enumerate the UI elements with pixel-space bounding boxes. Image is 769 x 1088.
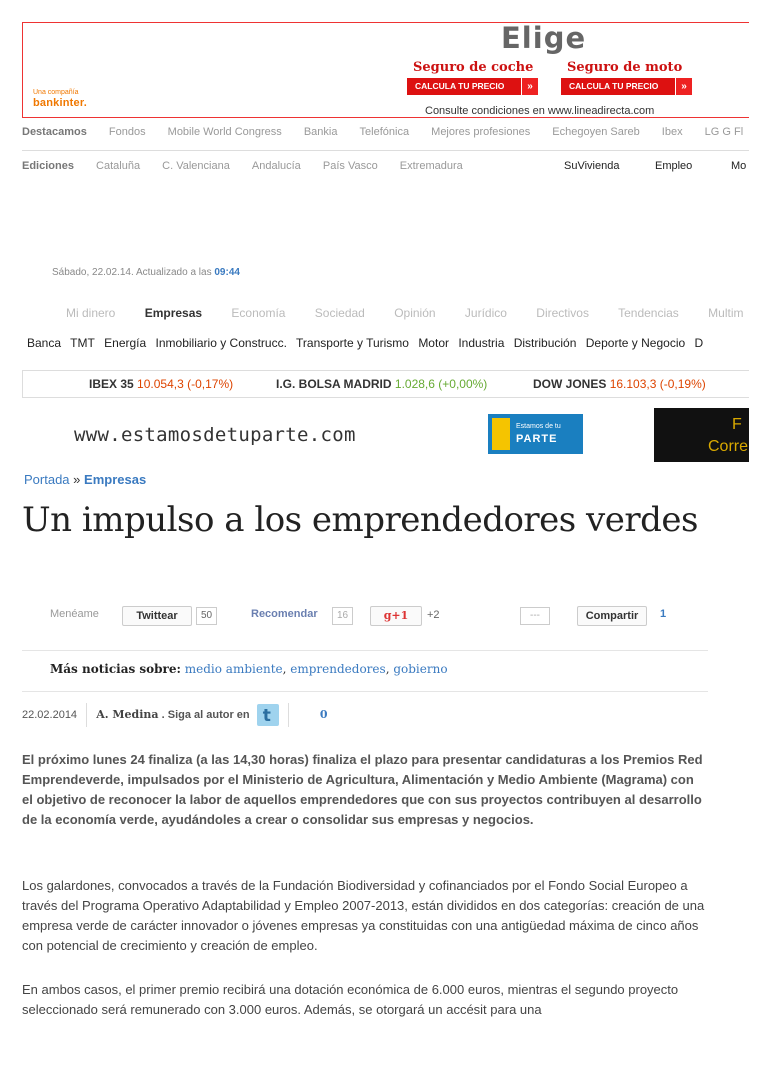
article-paragraph: Los galardones, convocados a través de la Fundación Biodiversidad y cofinanciados por el Fondo Social Europeo a través del Programa Operativo Adaptabilidad y Empleo 2007-2013, están divididos en dos categorías: creación de una empresa verde de carácter innovador o jóvenes empresas ya constituidas con una antigüedad máxima de cinco años con potencial de crecimiento y creación de empleo.	[22, 878, 705, 953]
car-insurance-cta[interactable]	[407, 78, 538, 95]
market-value: 10.054,3 (-0,17%)	[137, 377, 234, 391]
twitter-label: Twittear	[136, 610, 178, 622]
ad-url-text: www.estamosdetuparte.com	[74, 424, 356, 446]
market-name: DOW JONES	[533, 377, 607, 391]
share-button[interactable]	[577, 606, 647, 626]
breadcrumb-home[interactable]: Portada	[24, 472, 70, 487]
tag-link[interactable]: medio ambiente	[184, 662, 283, 676]
tab-multimedia[interactable]: Multim	[708, 306, 744, 320]
author-link[interactable]: A. Medina	[96, 708, 159, 721]
more-link[interactable]: Mo	[731, 160, 747, 172]
suvivienda-link[interactable]: SuVivienda	[564, 160, 620, 172]
car-insurance-title: Seguro de coche	[413, 60, 534, 75]
market-value: 1.028,6 (+0,00%)	[394, 377, 488, 391]
bankinter-logo: bankinter.	[33, 97, 87, 109]
ad-logo-line2: PARTE	[516, 433, 558, 445]
featured-item[interactable]: Bankia	[303, 126, 338, 138]
gplus-label: g+1	[383, 609, 409, 622]
chevron-right-icon: »	[521, 78, 538, 95]
ad-logo	[488, 414, 583, 454]
section-tabs	[66, 306, 749, 320]
ad-right-panel	[654, 408, 749, 462]
subnav-item[interactable]: Energía	[104, 336, 147, 350]
ad-right-text-b: Corre	[708, 438, 749, 455]
featured-item[interactable]: Fondos	[108, 126, 146, 138]
divider	[86, 703, 87, 727]
facebook-count: 16	[332, 607, 353, 625]
twitter-button[interactable]	[122, 606, 192, 626]
ad-logo-line1: Estamos de tu	[516, 423, 561, 430]
follow-label: . Siga al autor en	[161, 709, 250, 721]
article-date: 22.02.2014	[22, 709, 78, 721]
tab-directivos[interactable]: Directivos	[536, 306, 589, 320]
ad-headline: Elige	[501, 22, 587, 55]
dateline	[52, 267, 240, 278]
market-ibex[interactable]	[89, 371, 233, 397]
edition-item[interactable]: Cataluña	[96, 160, 141, 172]
gplus-button[interactable]	[370, 606, 422, 626]
market-name: I.G. BOLSA MADRID	[276, 377, 392, 391]
featured-item[interactable]: LG G Fl	[704, 126, 744, 138]
subnav-item[interactable]: Transporte y Turismo	[296, 336, 409, 350]
tab-opinion[interactable]: Opinión	[394, 306, 436, 320]
subnav-item[interactable]: Motor	[418, 336, 449, 350]
moto-insurance-title: Seguro de moto	[567, 60, 683, 75]
breadcrumb-section[interactable]: Empresas	[84, 472, 147, 487]
update-time: 09:44	[214, 267, 240, 278]
market-value: 16.103,3 (-0,19%)	[609, 377, 706, 391]
tab-tendencias[interactable]: Tendencias	[618, 306, 679, 320]
chevron-right-icon: »	[675, 78, 692, 95]
linkedin-count: ---	[520, 607, 550, 625]
breadcrumb-separator: »	[73, 472, 81, 487]
featured-item[interactable]: Echegoyen Sareb	[552, 126, 640, 138]
subnav-item[interactable]: TMT	[70, 336, 95, 350]
subnav-item[interactable]: D	[694, 336, 704, 350]
bankinter-tagline: Una compañía	[33, 89, 79, 96]
edition-item[interactable]: Extremadura	[399, 160, 463, 172]
meneame-button[interactable]: Menéame	[50, 608, 99, 620]
byline	[22, 702, 328, 728]
article-headline: Un impulso a los emprendedores verdes	[22, 500, 698, 540]
social-share-bar	[22, 604, 708, 634]
ad-right-text-a: F	[732, 416, 742, 433]
comments-count[interactable]: 0	[319, 708, 328, 721]
share-count: 1	[660, 608, 667, 620]
twitter-icon[interactable]	[257, 704, 279, 726]
breadcrumb	[24, 472, 146, 487]
article-paragraph: En ambos casos, el primer premio recibirá una dotación económica de 6.000 euros, mientras el segundo proyecto seleccionado será remunerado con 3.000 euros. Además, se otorgará un accésit para una	[22, 982, 679, 1017]
ad-conditions: Consulte condiciones en www.lineadirecta.com	[425, 105, 655, 117]
tab-mi-dinero[interactable]: Mi dinero	[66, 306, 116, 320]
subnav-item[interactable]: Distribución	[513, 336, 577, 350]
edition-item[interactable]: Andalucía	[251, 160, 301, 172]
share-label: Compartir	[585, 610, 639, 622]
subnav-item[interactable]: Banca	[27, 336, 62, 350]
featured-item[interactable]: Mobile World Congress	[167, 126, 282, 138]
subnav-item[interactable]: Deporte y Negocio	[585, 336, 686, 350]
featured-item[interactable]: Ibex	[661, 126, 683, 138]
subnav-item[interactable]: Industria	[458, 336, 505, 350]
market-name: IBEX 35	[89, 377, 134, 391]
dateline-text: Sábado, 22.02.14. Actualizado a las	[52, 267, 212, 278]
moto-cta-label: CALCULA TU PRECIO	[569, 81, 659, 91]
featured-item[interactable]: Mejores profesiones	[431, 126, 531, 138]
divider	[288, 703, 289, 727]
market-dow[interactable]	[533, 371, 706, 397]
sub-nav	[27, 336, 749, 350]
facebook-recommend-button[interactable]: Recomendar	[251, 608, 318, 620]
related-tags-label: Más noticias sobre:	[50, 662, 181, 676]
article-lead: El próximo lunes 24 finaliza (a las 14,30 horas) finaliza el plazo para presentar candidaturas a los Premios Red Emprendeverde, impulsados por el Ministerio de Agricultura, Alimentación y Medio Ambiente (Magrama) con el objetivo de reconocer la labor de aquellos emprendedores que con sus proyectos contribuyen al desarrollo de la economía verde, ayudándoles a crear o consolidar sus empresas y negocios.	[22, 752, 703, 827]
edition-item[interactable]: C. Valenciana	[162, 160, 230, 172]
related-tags: Más noticias sobre: medio ambiente, emprendedores, gobierno	[22, 650, 708, 692]
top-ad-banner[interactable]	[22, 22, 749, 118]
subnav-item[interactable]: Inmobiliario y Construcc.	[155, 336, 287, 350]
tab-sociedad[interactable]: Sociedad	[314, 306, 365, 320]
tab-economia[interactable]: Economía	[231, 306, 286, 320]
tag-link[interactable]: gobierno	[393, 662, 448, 676]
editions-nav	[22, 158, 749, 174]
market-igbm[interactable]	[276, 371, 487, 397]
ad-banner[interactable]	[22, 406, 749, 462]
featured-nav	[22, 124, 749, 151]
gplus-count: +2	[427, 609, 440, 621]
tab-empresas[interactable]: Empresas	[144, 306, 203, 320]
moto-insurance-cta[interactable]	[561, 78, 692, 95]
tab-juridico[interactable]: Jurídico	[464, 306, 507, 320]
empleo-link[interactable]: Empleo	[655, 160, 693, 172]
person-icon	[492, 418, 510, 450]
featured-item[interactable]: Telefónica	[359, 126, 410, 138]
market-ticker	[22, 370, 749, 398]
twitter-count: 50	[196, 607, 217, 625]
featured-lead: Destacamos	[22, 126, 87, 138]
editions-lead: Ediciones	[22, 160, 74, 172]
edition-item[interactable]: País Vasco	[322, 160, 378, 172]
tag-link[interactable]: emprendedores	[290, 662, 386, 676]
car-cta-label: CALCULA TU PRECIO	[415, 81, 505, 91]
